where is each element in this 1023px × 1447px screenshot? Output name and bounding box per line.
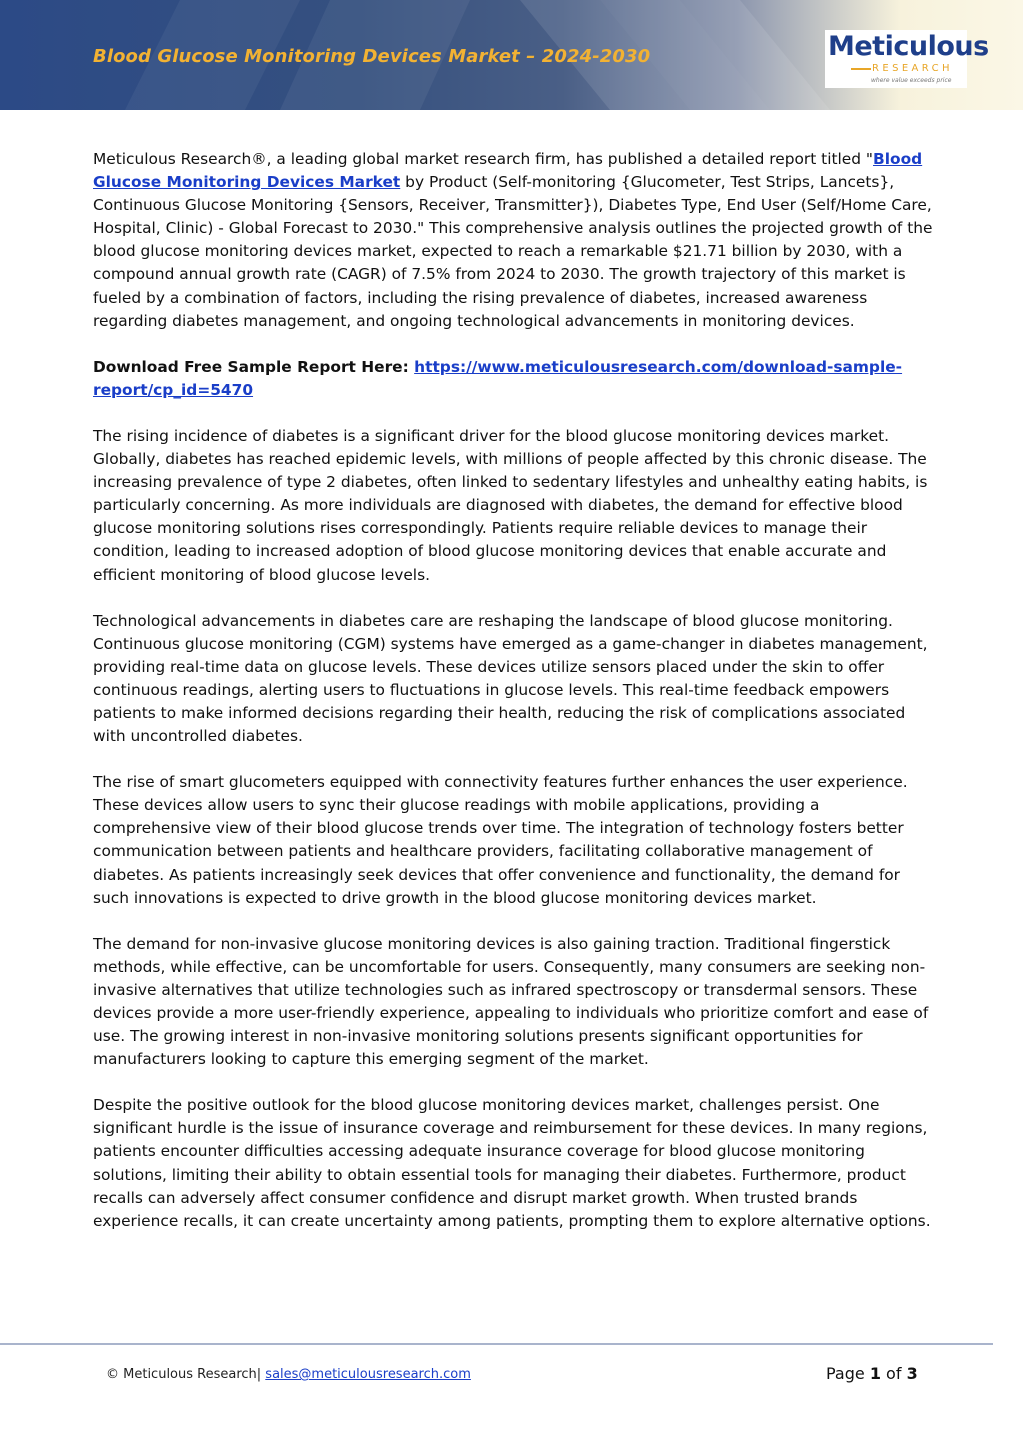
page-total: 3	[906, 1364, 918, 1383]
download-label: Download Free Sample Report Here:	[93, 357, 415, 376]
intro-text-before: Meticulous Research®, a leading global market research firm, has published a detailed report titled "	[93, 150, 873, 168]
document-body	[93, 148, 938, 1256]
page-number	[826, 1364, 918, 1383]
paragraph-diabetes-incidence: The rising incidence of diabetes is a significant driver for the blood glucose monitoring devices market. Globally, diabetes has reached epidemic levels, with millions of people affected by this chronic disease. The increasing prevalence of type 2 diabetes, often linked to sedentary lifestyles and unhealthy eating habits, is particularly concerning. As more individuals are diagnosed with diabetes, the demand for effective blood glucose monitoring solutions rises correspondingly. Patients require reliable devices to manage their condition, leading to increased adoption of blood glucose monitoring devices that enable accurate and efficient monitoring of blood glucose levels.	[93, 426, 928, 584]
page-of: of	[880, 1364, 907, 1383]
company-logo	[825, 30, 989, 88]
footer-copyright	[106, 1367, 471, 1382]
logo-tagline: where value exceeds price	[871, 77, 952, 84]
page-current: 1	[869, 1364, 881, 1383]
paragraph-smart-glucometers: The rise of smart glucometers equipped with connectivity features further enhances the user experience. These devices allow users to sync their glucose readings with mobile applications, providing a comprehensive view of their blood glucose trends over time. The integration of technology fosters better communication between patients and healthcare providers, facilitating collaborative management of diabetes. As patients increasingly seek devices that offer convenience and functionality, the demand for such innovations is expected to drive growth in the blood glucose monitoring devices market.	[93, 773, 908, 907]
sample-report-link[interactable]: https://www.meticulousresearch.com/download-sample-report/cp_id=5470	[93, 357, 903, 399]
logo-wordmark: Meticulous	[828, 31, 989, 62]
logo-accent-line	[851, 68, 871, 70]
page-label: Page	[826, 1364, 870, 1383]
logo-subtitle: RESEARCH	[872, 63, 953, 74]
intro-text-after: by Product (Self-monitoring {Glucometer, Test Strips, Lancets}, Continuous Glucose Monitoring {Sensors, Receiver, Transmitter}), Diabetes Type, End User (Self/Home Care, Hospital, Clinic) - Global Forecast to 2030." This comprehensive analysis outlines the projected growth of the blood glucose monitoring devices market, expected to reach a remarkable $21.71 billion by 2030, with a compound annual growth rate (CAGR) of 7.5% from 2024 to 2030. The growth trajectory of this market is fueled by a combination of factors, including the rising prevalence of diabetes, increased awareness regarding diabetes management, and ongoing technological advancements in monitoring devices.	[93, 173, 933, 330]
paragraph-challenges: Despite the positive outlook for the blood glucose monitoring devices market, challenges persist. One significant hurdle is the issue of insurance coverage and reimbursement for these devices. In many regions, patients encounter difficulties accessing adequate insurance coverage for blood glucose monitoring solutions, limiting their ability to obtain essential tools for managing their diabetes. Furthermore, product recalls can adversely affect consumer confidence and disrupt market growth. When trusted brands experience recalls, it can create uncertainty among patients, prompting them to explore alternative options.	[93, 1096, 931, 1230]
copyright-text: © Meticulous Research|	[106, 1367, 266, 1382]
paragraph-technology: Technological advancements in diabetes care are reshaping the landscape of blood glucose monitoring. Continuous glucose monitoring (CGM) systems have emerged as a game-changer in diabetes management, providing real-time data on glucose levels. These devices utilize sensors placed under the skin to offer continuous readings, alerting users to fluctuations in glucose levels. This real-time feedback empowers patients to make informed decisions regarding their health, reducing the risk of complications associated with uncontrolled diabetes.	[93, 611, 928, 746]
email-link[interactable]: sales@meticulousresearch.com	[265, 1367, 471, 1382]
paragraph-non-invasive: The demand for non-invasive glucose monitoring devices is also gaining traction. Traditional fingerstick methods, while effective, can be uncomfortable for users. Consequently, many consumers are seeking non-invasive alternatives that utilize technologies such as infrared spectroscopy or transdermal sensors. These devices provide a more user-friendly experience, appealing to individuals who prioritize comfort and ease of use. The growing interest in non-invasive monitoring solutions presents significant opportunities for manufacturers looking to capture this emerging segment of the market.	[93, 934, 929, 1069]
document-title: Blood Glucose Monitoring Devices Market – 2024-2030	[93, 46, 651, 67]
download-paragraph	[93, 356, 938, 402]
page-header	[0, 0, 1023, 110]
footer-divider	[0, 1343, 993, 1345]
intro-paragraph	[93, 148, 938, 333]
report-title-link[interactable]: Blood Glucose Monitoring Devices Market	[93, 150, 923, 192]
